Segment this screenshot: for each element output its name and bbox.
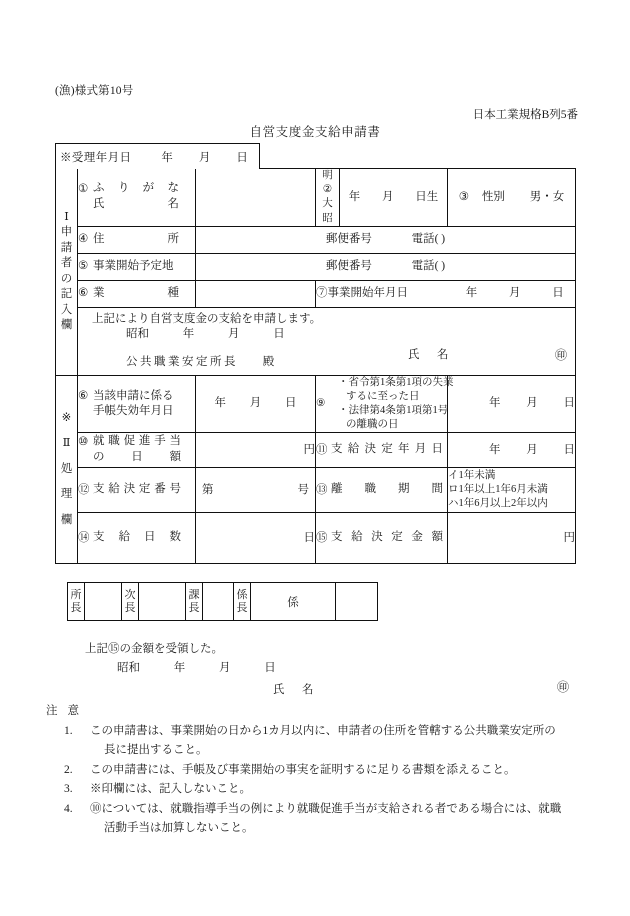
separation-option-b[interactable]: ロ1年以上1年6月未満	[448, 484, 548, 496]
notes-section	[46, 702, 586, 838]
section1-vertical-label	[56, 169, 78, 376]
address-postal-label: 郵便番号	[325, 232, 372, 245]
decision-year: 年	[489, 443, 501, 456]
field-number-4: ④	[78, 233, 89, 246]
receipt-day: 日	[264, 661, 276, 674]
label-decision-date-field	[316, 433, 448, 468]
application-form-table	[55, 168, 576, 564]
daily-allowance-unit: 円	[303, 443, 315, 456]
label-handbook-expiry-2: 手帳失効年月日	[93, 405, 174, 418]
receipt-month: 月	[219, 661, 231, 674]
decision-number-suffix: 号	[297, 483, 309, 496]
field-number-1: ①	[78, 182, 89, 195]
label-section-chief	[186, 583, 203, 621]
label-business-place: 事業開始予定地	[93, 259, 174, 272]
section-chief-char-1: 課	[188, 589, 200, 602]
statement-year: 年	[182, 328, 195, 341]
field-number-6: ⑥	[78, 287, 89, 300]
field-number-2-6: ⑥	[78, 389, 89, 402]
birth-month: 月	[382, 190, 394, 203]
subsection-chief-char-2: 長	[236, 601, 248, 614]
label-payment-days-field	[78, 513, 196, 564]
field-number-5: ⑤	[78, 259, 89, 272]
separation-option-a[interactable]: イ1年未満	[448, 470, 496, 482]
note-number: 3.	[64, 783, 73, 796]
expiry-day: 日	[285, 397, 297, 410]
address-tel-label: 電話( )	[411, 232, 446, 245]
input-unemployment-date[interactable]	[448, 375, 576, 433]
input-industry[interactable]	[196, 280, 316, 307]
label-director	[68, 583, 85, 621]
criteria-bullet-1-line2: するに至った日	[346, 390, 420, 402]
era-sho: 昭	[322, 212, 333, 224]
input-decision-date[interactable]	[448, 433, 576, 468]
unemployment-date-criteria	[316, 375, 454, 433]
input-name[interactable]	[196, 169, 316, 227]
receipt-year: 年	[173, 661, 186, 674]
input-decision-number[interactable]	[196, 468, 316, 513]
label-payment-amount: 支給決定金額	[331, 531, 443, 544]
field-number-15: ⑮	[316, 531, 328, 544]
statement-name-line	[408, 348, 567, 364]
label-name-field	[78, 169, 196, 227]
section2-char-1: Ⅱ	[62, 437, 71, 450]
note-text-line1: ⑩については、就職指導手当の例により就職促進手当が支給される者である場合には、就職	[90, 803, 562, 816]
label-separation-period: 離職期間	[331, 483, 443, 496]
statement-line1: 上記により自営支度金の支給を申請します。	[92, 312, 322, 325]
birth-era-selector[interactable]	[316, 169, 340, 227]
label-handbook-expiry-1: 当該申請に係る	[93, 389, 174, 402]
director-char-2: 長	[70, 601, 82, 614]
field-number-12: ⑫	[78, 483, 90, 496]
officials-approval-table	[67, 582, 378, 621]
table-row-handbook-expiry	[56, 375, 576, 433]
table-row-name	[56, 169, 576, 227]
table-row-daily-allowance	[56, 433, 576, 468]
field-number-10: ⑩	[78, 435, 89, 448]
label-fullname: 氏名	[93, 198, 179, 211]
label-industry-field	[78, 280, 196, 307]
label-payment-amount-field	[316, 513, 448, 564]
decision-day: 日	[563, 443, 575, 456]
deputy-char-2: 長	[124, 601, 136, 614]
business-place-tel-label: 電話( )	[411, 259, 446, 272]
section1-char-5: 記	[60, 288, 73, 301]
era-mei: 明	[322, 170, 333, 181]
business-start-year: 年	[465, 286, 478, 299]
statement-day: 日	[273, 328, 285, 341]
label-furigana: ふりがな	[93, 182, 179, 195]
section2-vertical-label	[56, 375, 78, 564]
birth-day: 日生	[415, 190, 439, 203]
field-number-11: ⑪	[316, 443, 328, 456]
label-business-place-field	[78, 253, 196, 280]
receipt-date-year[interactable]: 年	[161, 151, 173, 164]
field-number-9: ⑨	[316, 397, 326, 409]
note-text-line1: この申請書は、事業開始の日から1カ月以内に、申請者の住所を管轄する公共職業安定所の	[90, 724, 556, 737]
section2-char-3: 理	[60, 488, 73, 501]
section1-char-1: 申	[60, 226, 73, 239]
field-number-7: ⑦	[316, 286, 328, 299]
receipt-date-line[interactable]	[117, 659, 575, 678]
unemployment-month: 月	[526, 397, 538, 410]
receipt-seal-icon: ㊞	[556, 680, 569, 695]
input-handbook-expiry-date[interactable]	[196, 375, 316, 433]
label-address-field	[78, 226, 196, 253]
label-deputy-director	[122, 583, 139, 621]
input-birth-date[interactable]	[340, 169, 448, 227]
officials-row	[68, 583, 378, 621]
addressee-honorific: 殿	[262, 355, 277, 368]
note-text-line2: 長に提出すること。	[104, 743, 208, 756]
business-start-date-field[interactable]	[316, 280, 576, 307]
receipt-acknowledgement	[55, 640, 575, 700]
table-row-payment	[56, 513, 576, 564]
note-number: 4.	[64, 803, 73, 816]
section1-char-6: 入	[60, 303, 73, 316]
note-text-line1: ※印欄には、記入しないこと。	[90, 783, 251, 796]
list-item	[46, 761, 586, 780]
field-number-2-era-tai: ② 大	[322, 184, 333, 210]
director-char-1: 所	[70, 589, 82, 602]
input-daily-allowance[interactable]	[196, 433, 316, 468]
stamp-section-chief[interactable]	[203, 583, 234, 621]
payment-amount-unit: 円	[563, 531, 575, 544]
table-row-address	[56, 226, 576, 253]
input-address[interactable]	[196, 226, 576, 253]
label-separation-period-field	[316, 468, 448, 513]
receipt-era: 昭和	[117, 661, 140, 674]
subsection-chief-char-1: 係	[236, 589, 248, 602]
stamp-staff[interactable]	[336, 583, 378, 621]
note-text-line2: 活動手当は加算しないこと。	[104, 822, 254, 835]
field-number-14: ⑭	[78, 531, 90, 544]
notes-list	[46, 722, 586, 838]
deputy-char-1: 次	[124, 589, 136, 602]
form-code: (漁)様式第10号	[55, 85, 134, 97]
label-daily-allowance-2: の 日 額	[93, 451, 181, 464]
statement-name-label: 氏 名	[408, 348, 452, 361]
label-gender: 性別	[481, 190, 505, 203]
gender-options[interactable]: 男・女	[529, 190, 565, 203]
statement-month: 月	[228, 328, 240, 341]
addressee-office: 公共職業安定所長	[126, 355, 238, 368]
expiry-month: 月	[249, 397, 262, 410]
section2-char-2: 処	[60, 462, 73, 475]
paper-specification: 日本工業規格B列5番	[472, 109, 578, 121]
gender-field[interactable]	[448, 169, 576, 227]
label-handbook-expiry-field	[78, 375, 196, 433]
business-start-month: 月	[509, 286, 521, 299]
stamp-director[interactable]	[85, 583, 122, 621]
statement-date[interactable]	[126, 327, 575, 343]
section1-char-4: の	[60, 272, 73, 285]
unemployment-day: 日	[563, 397, 575, 410]
table-row-statement	[56, 307, 576, 375]
section1-char-3: 者	[60, 257, 73, 270]
expiry-year: 年	[214, 397, 226, 410]
label-decision-number: 支給決定番号	[93, 483, 181, 496]
separation-option-c[interactable]: ハ1年6月以上2年以内	[448, 498, 548, 510]
label-daily-allowance-field	[78, 433, 196, 468]
label-daily-allowance-1: 就職促進手当	[93, 435, 181, 448]
label-business-start-date: 事業開始年月日	[327, 286, 408, 299]
criteria-bullet-2-line2: の離職の日	[346, 419, 399, 431]
criteria-bullet-1-line1: ・省令第1条第1項の失業	[338, 376, 454, 388]
stamp-deputy-director[interactable]	[139, 583, 186, 621]
section-chief-char-2: 長	[188, 601, 200, 614]
business-place-postal-label: 郵便番号	[325, 259, 372, 272]
note-text-line1: この申請書には、手帳及び事業開始の事実を証明するに足りる書類を添えること。	[90, 763, 516, 776]
receipt-date-box	[55, 143, 260, 169]
label-staff: 係	[251, 583, 336, 621]
payment-days-unit: 日	[303, 531, 315, 544]
input-payment-days[interactable]	[196, 513, 316, 564]
section1-char-0: Ⅰ	[64, 210, 69, 223]
input-payment-amount[interactable]	[448, 513, 576, 564]
label-address: 住所	[93, 232, 179, 245]
section1-char-2: 請	[60, 241, 73, 254]
seal-icon: ㊞	[554, 348, 567, 363]
label-subsection-chief	[234, 583, 251, 621]
receipt-date-month[interactable]: 月	[198, 151, 211, 164]
field-number-3: ③	[458, 190, 470, 203]
notes-title: 注意	[46, 705, 89, 717]
separation-period-options[interactable]	[448, 468, 576, 513]
label-payment-days: 支給日数	[93, 531, 181, 544]
receipt-name-line	[273, 681, 575, 700]
section2-char-0: ※	[61, 411, 72, 424]
receipt-name-label: 氏 名	[273, 684, 317, 697]
label-industry: 業種	[93, 286, 179, 299]
list-item	[46, 722, 586, 760]
note-number: 2.	[64, 763, 73, 776]
section1-char-7: 欄	[60, 319, 73, 332]
table-row-industry	[56, 280, 576, 307]
birth-year: 年	[348, 190, 361, 203]
criteria-bullet-2-line1: ・法律第4条第1項第1号	[338, 405, 449, 417]
field-number-13: ⑬	[316, 483, 328, 496]
receipt-date-label: ※受理年月日	[60, 151, 132, 164]
receipt-date-day[interactable]: 日	[236, 151, 248, 164]
unemployment-year: 年	[489, 397, 501, 410]
table-row-business-place	[56, 253, 576, 280]
application-statement	[78, 307, 576, 375]
statement-era: 昭和	[126, 328, 149, 341]
decision-month: 月	[526, 443, 538, 456]
note-number: 1.	[64, 724, 73, 737]
page-title: 自営支度金支給申請書	[249, 125, 381, 139]
input-business-place[interactable]	[196, 253, 576, 280]
list-item	[46, 780, 586, 799]
business-start-day: 日	[552, 286, 564, 299]
list-item	[46, 800, 586, 838]
decision-number-prefix: 第	[202, 483, 214, 496]
label-decision-date: 支給決定年月日	[331, 443, 443, 456]
label-decision-number-field	[78, 468, 196, 513]
receipt-line1: 上記⑮の金額を受領した。	[85, 643, 223, 655]
section2-char-4: 欄	[60, 513, 73, 526]
table-row-decision-number	[56, 468, 576, 513]
